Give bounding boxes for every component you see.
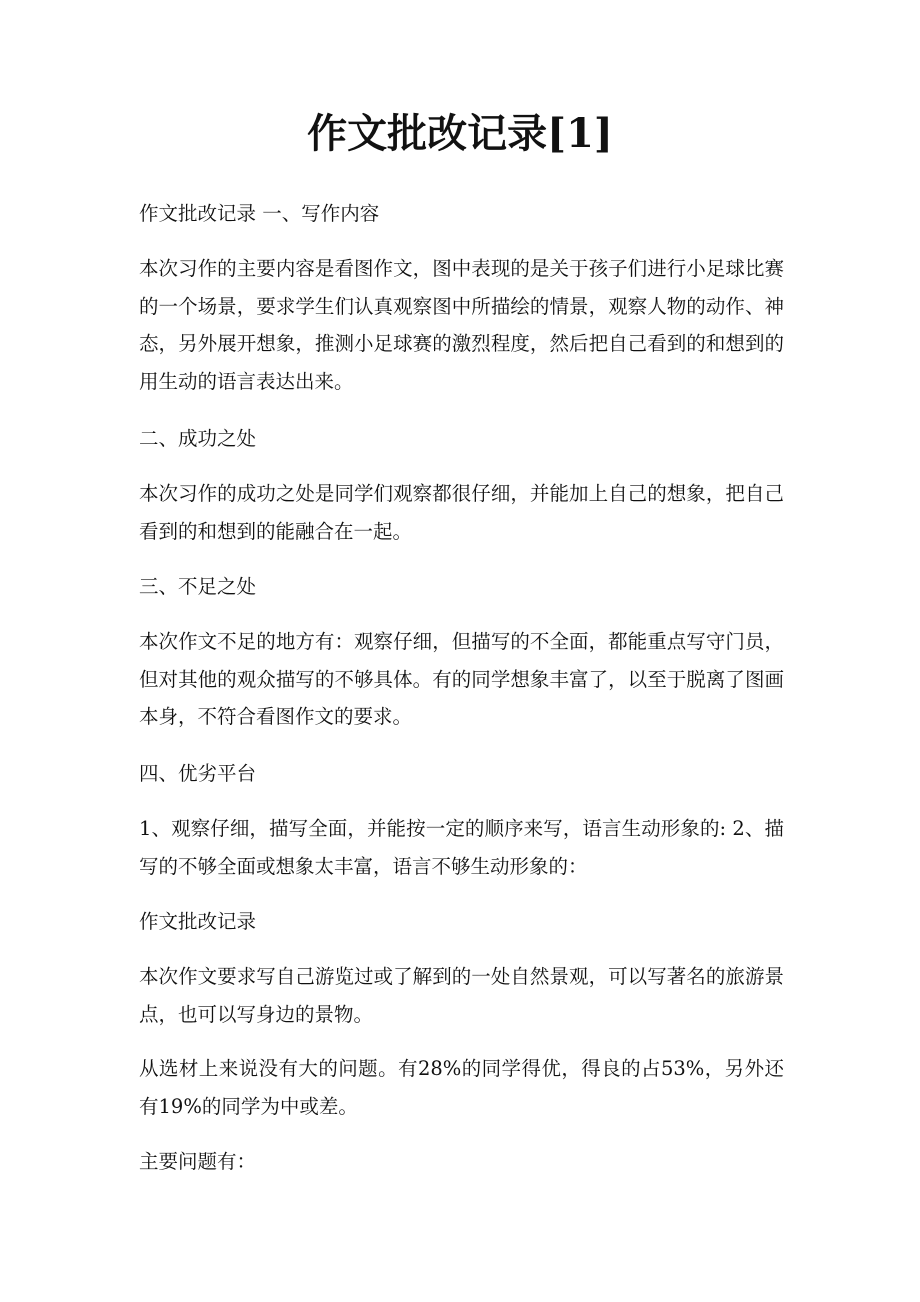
paragraph-main-issues: 主要问题有： xyxy=(139,1150,257,1173)
paragraph-heading-2: 二、成功之处 xyxy=(139,427,257,450)
document-title: 作文批改记录[1] xyxy=(307,110,613,157)
paragraph-heading-3: 三、不足之处 xyxy=(139,575,257,598)
paragraph-shortcomings: 本次作文不足的地方有：观察仔细，但描写的不全面，都能重点写守门员，但对其他的观众描写的不够具体。有的同学想象丰富了，以至于脱离了图画本身，不符合看图作文的要求。 xyxy=(139,630,784,728)
paragraph-success: 本次习作的成功之处是同学们观察都很仔细，并能加上自己的想象，把自己看到的和想到的能融合在一起。 xyxy=(139,482,784,543)
paragraph-second-record-heading: 作文批改记录 xyxy=(139,910,257,933)
paragraph-statistics: 从选材上来说没有大的问题。有28%的同学得优，得良的占53%，另外还有19%的同学为中或差。 xyxy=(139,1057,784,1118)
paragraph-content-intro: 本次习作的主要内容是看图作文，图中表现的是关于孩子们进行小足球比赛的一个场景，要求学生们认真观察图中所描绘的情景，观察人物的动作、神态，另外展开想象，推测小足球赛的激烈程度，然后把自己看到的和想到的用生动的语言表达出来。 xyxy=(139,257,784,393)
paragraph-second-requirement: 本次作文要求写自己游览过或了解到的一处自然景观，可以写著名的旅游景点，也可以写身边的景物。 xyxy=(139,965,784,1026)
paragraph-heading-1: 作文批改记录 一、写作内容 xyxy=(139,202,380,225)
paragraph-ranking: 1、观察仔细，描写全面，并能按一定的顺序来写，语言生动形象的: 2、描写的不够全面或想象太丰富，语言不够生动形象的： xyxy=(139,817,784,878)
paragraph-heading-4: 四、优劣平台 xyxy=(139,762,257,785)
